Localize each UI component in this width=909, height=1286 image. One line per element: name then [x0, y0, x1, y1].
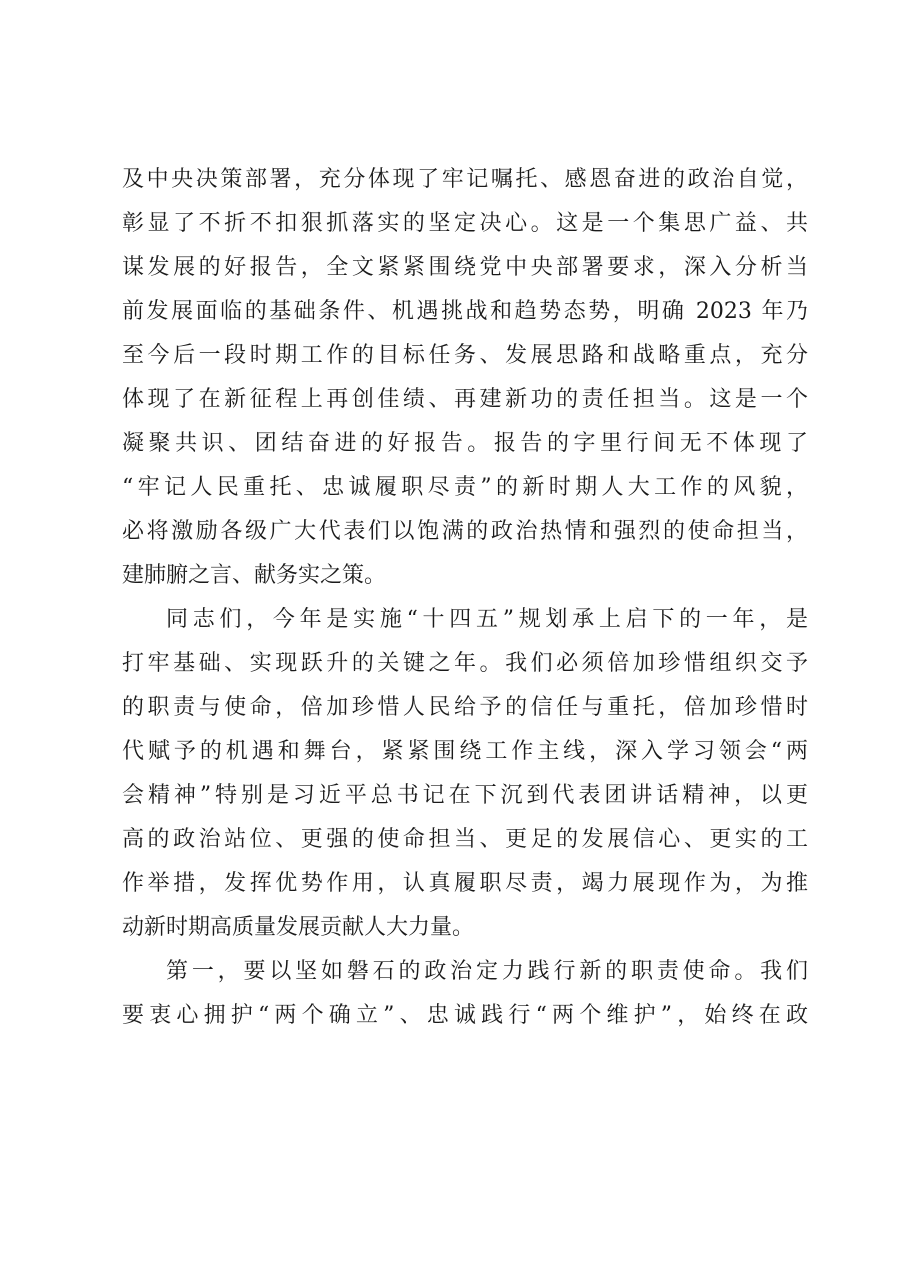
text-line-17: 作举措，发挥优势作用，认真履职尽责，竭力展现作为，为推: [122, 871, 808, 896]
text-line-5: 至今后一段时期工作的目标任务、发展思路和战略重点，充分: [122, 343, 808, 368]
text-line-9: 必将激励各级广大代表们以饱满的政治热情和强烈的使命担当，: [122, 519, 808, 544]
text-line-19: 第一，要以坚如磐石的政治定力践行新的职责使命。我们: [166, 959, 808, 984]
text-line-14: 代赋予的机遇和舞台，紧紧围绕工作主线，深入学习领会“两: [122, 739, 808, 764]
text-line-16: 高的政治站位、更强的使命担当、更足的发展信心、更实的工: [122, 827, 808, 852]
text-line-13: 的职责与使命，倍加珍惜人民给予的信任与重托，倍加珍惜时: [122, 695, 808, 720]
text-line-3: 谋发展的好报告，全文紧紧围绕党中央部署要求，深入分析当: [122, 255, 808, 280]
text-line-18: 动新时期高质量发展贡献人大力量。: [122, 915, 475, 940]
text-line-1: 及中央决策部署，充分体现了牢记嘱托、感恩奋进的政治自觉，: [122, 167, 808, 192]
text-line-10: 建肺腑之言、献务实之策。: [122, 563, 387, 588]
text-line-4: 前发展面临的基础条件、机遇挑战和趋势态势，明确 2023 年乃: [122, 299, 808, 324]
text-line-6: 体现了在新征程上再创佳绩、再建新功的责任担当。这是一个: [122, 387, 808, 412]
text-line-15: 会精神”特别是习近平总书记在下沉到代表团讲话精神，以更: [122, 783, 808, 808]
text-line-20: 要衷心拥护“两个确立”、忠诚践行“两个维护”，始终在政: [122, 1003, 808, 1028]
text-line-12: 打牢基础、实现跃升的关键之年。我们必须倍加珍惜组织交予: [122, 651, 808, 676]
text-line-11: 同志们，今年是实施“十四五”规划承上启下的一年，是: [166, 607, 808, 632]
text-line-8: “牢记人民重托、忠诚履职尽责”的新时期人大工作的风貌，: [122, 475, 808, 500]
text-line-7: 凝聚共识、团结奋进的好报告。报告的字里行间无不体现了: [122, 431, 808, 456]
text-line-2: 彰显了不折不扣狠抓落实的坚定决心。这是一个集思广益、共: [122, 211, 808, 236]
